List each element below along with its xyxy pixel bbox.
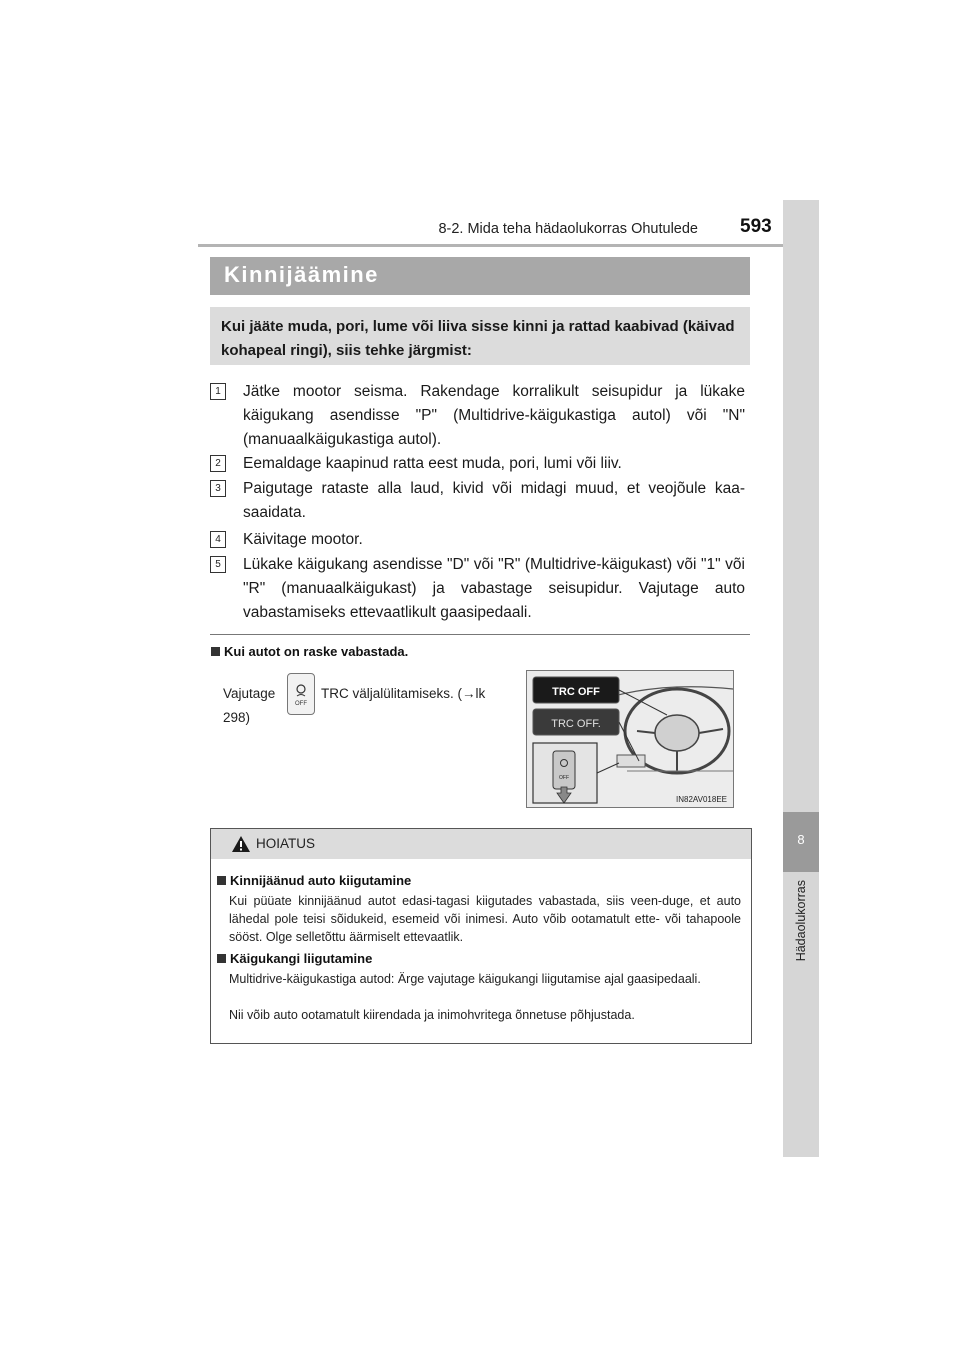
- warning-section-text: Kui püüate kinnijäänud autot edasi-tagasi kiigutades vabastada, siis veen-duge, et auto lähedal pole teisi sõidukeid, esemeid või inimesi. Auto võib ootamatult ette- või tahapoole sööst. Olge selletõttu äärmiselt ettevaatlik.: [229, 894, 741, 944]
- trc-instruction: TRC väljalülitamiseks. (→lk: [321, 686, 486, 701]
- page-reference: 298): [223, 710, 251, 725]
- step-number: 5: [210, 556, 226, 573]
- step-text: Jätke mootor seisma. Rakendage korralikult seisupidur ja lükake käigukang asendisse "P" (Multidrive-käigukastiga autol) või "N" (manuaalkäigukastiga autol).: [243, 383, 745, 448]
- subsection-heading: Kui autot on raske vabastada.: [211, 644, 408, 659]
- chapter-number: 8: [797, 832, 805, 847]
- warning-title: HOIATUS: [256, 836, 316, 851]
- header-section-title: 8-2. Mida teha hädaolukorras Ohutulede: [438, 221, 698, 237]
- chapter-label: Hädaolukorras: [794, 880, 808, 962]
- step-number: 3: [210, 480, 226, 497]
- bullet-square-icon: [217, 954, 226, 963]
- bullet-square-icon: [217, 876, 226, 885]
- trc-off-button-icon: [287, 673, 315, 715]
- section-title-bar: [210, 257, 750, 295]
- step-text: Käivitage mootor.: [243, 531, 363, 548]
- intro-box: [210, 307, 750, 365]
- warning-header: [211, 829, 751, 859]
- warning-box: [210, 828, 752, 1044]
- section-title: Kinnijäämine: [224, 262, 379, 287]
- step-number: 4: [210, 531, 226, 548]
- step-text: Eemaldage kaapinud ratta eest muda, pori, lumi või liiv.: [243, 455, 622, 472]
- section-divider: [210, 634, 750, 635]
- trc-button-illustration: [526, 670, 734, 808]
- step-text: Paigutage rataste alla laud, kivid või midagi muud, et veojõule kaa-saaidata.: [243, 480, 745, 521]
- warning-section-heading: Kinnijäänud auto kiigutamine: [217, 873, 411, 888]
- illus-label-1: TRC OFF: [552, 686, 600, 698]
- step-number: 2: [210, 455, 226, 472]
- header-rule: [198, 244, 818, 247]
- press-label: Vajutage: [223, 686, 276, 701]
- illus-label-2: TRC OFF.: [551, 718, 601, 730]
- step-number: 1: [210, 383, 226, 400]
- warning-section-heading: Käigukangi liigutamine: [217, 951, 372, 966]
- step-text: Lükake käigukang asendisse "D" või "R" (Multidrive-käigukast) või "1" või "R" (manuaalkäigukast) ja vabastage seisupidur. Vajutage auto vabastamiseks ettevaatlikult gaasipedaali.: [243, 556, 745, 621]
- chapter-side-strip: [783, 200, 819, 1157]
- bullet-square-icon: [211, 647, 220, 656]
- illustration-code: IN82AV018EE: [676, 795, 727, 804]
- page-number: 593: [740, 216, 772, 237]
- warning-section-text: Nii võib auto ootamatult kiirendada ja inimohvritega õnnetuse põhjustada.: [229, 1008, 635, 1022]
- illus-button-text: OFF: [559, 775, 569, 781]
- warning-section-text: Multidrive-käigukastiga autod: Ärge vajutage käigukangi liigutamise ajal gaasipedaali.: [229, 972, 701, 986]
- trc-button-text: OFF: [295, 701, 307, 707]
- warning-triangle-icon: [231, 835, 251, 853]
- intro-text: Kui jääte muda, pori, lume või liiva sisse kinni ja rattad kaabivad (käivad kohapeal ringi), siis tehke järgmist:: [221, 318, 735, 359]
